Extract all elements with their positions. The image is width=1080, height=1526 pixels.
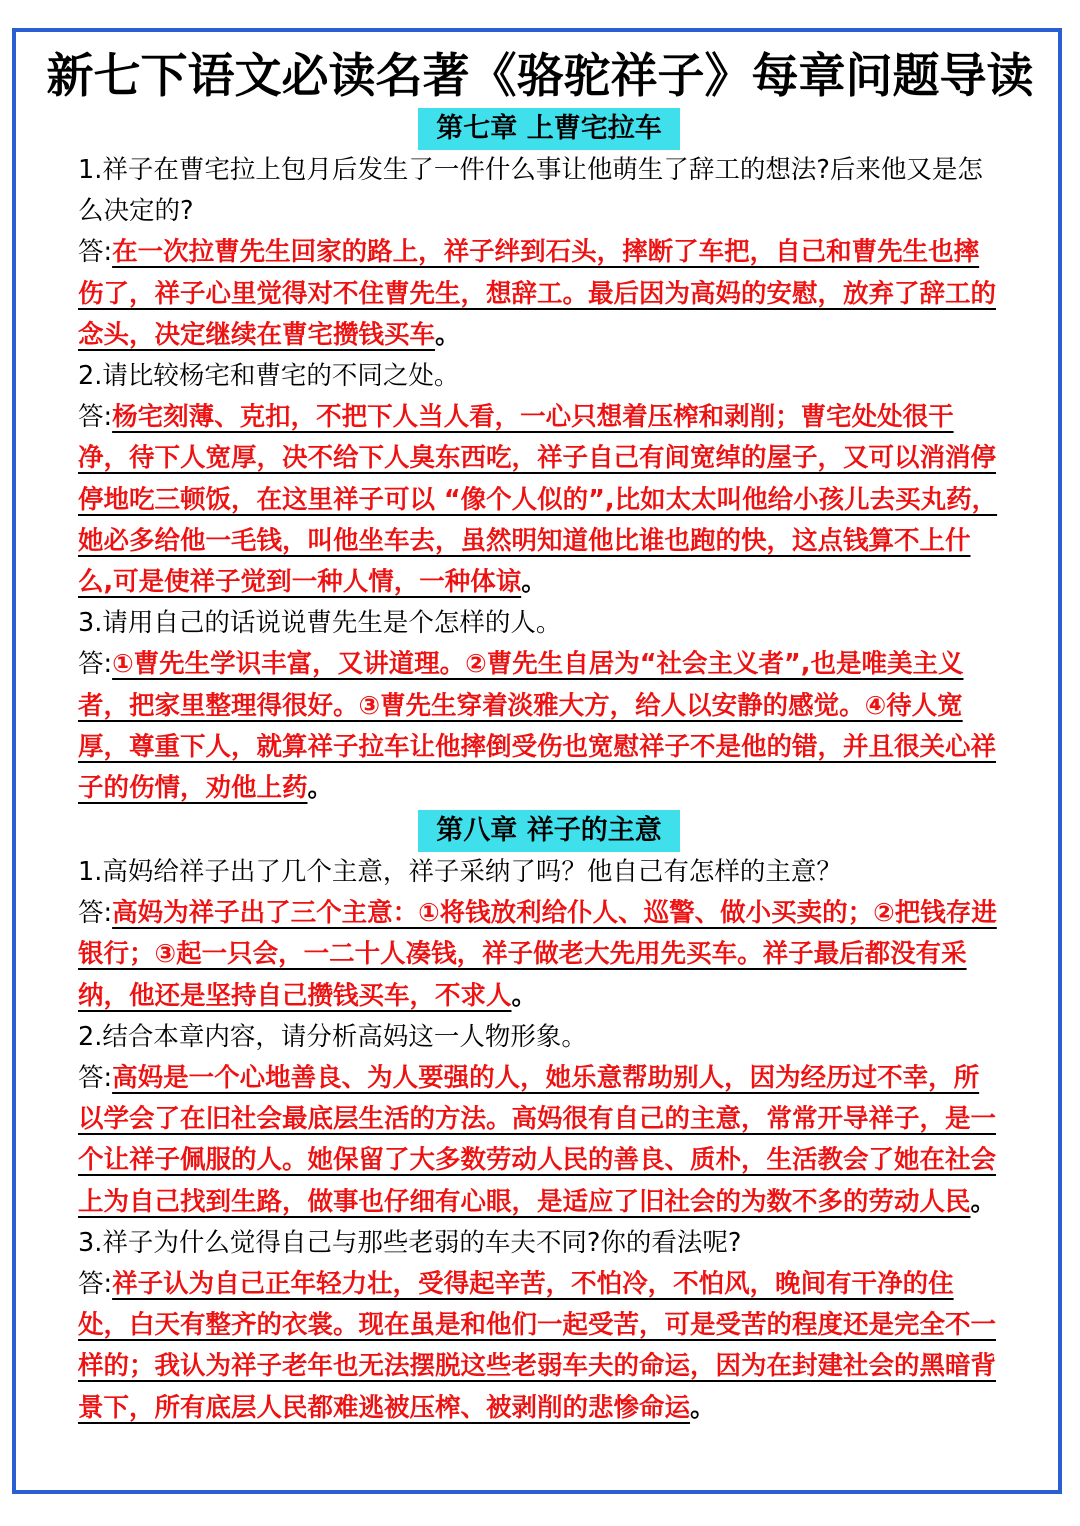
page-title: 新七下语文必读名著《骆驼祥子》每章问题导读 [46, 49, 1034, 104]
answer-label: 答: [78, 237, 113, 268]
question-7-2: 2.请比较杨宅和曹宅的不同之处。 [78, 361, 460, 392]
answer-label: 答: [78, 1063, 113, 1094]
question-8-3: 3.祥子为什么觉得自己与那些老弱的车夫不同?你的看法呢? [78, 1227, 742, 1258]
answer-end: 。 [970, 1186, 997, 1217]
answer-label: 答: [78, 898, 113, 929]
answer-text: 杨宅刻薄、克扣，不把下人当人看，一心只想着压榨和剥削；曹宅处处很干净，待下人宽厚，决不给下人臭东西吃，祥子自己有间宽绰的屋子，又可以消消停停地吃三顿饭，在这里祥子可以 “像个人似的”,比如太太叫他给小孩儿去买丸药，她必多给他一毛钱，叫他坐车去，虽然明知道他比谁也跑的快，这点钱算不上什么,可是使祥子觉到一种人情，一种体谅 [78, 402, 998, 598]
answer-end: 。 [435, 319, 461, 350]
answer-7-1 [78, 232, 1004, 356]
answer-label: 答: [78, 1269, 113, 1300]
answer-7-3 [78, 644, 1004, 809]
chapter-7-content [78, 150, 1004, 809]
chapter-8-content [78, 852, 1004, 1429]
answer-8-2 [78, 1058, 1004, 1223]
question-7-1: 1.祥子在曹宅拉上包月后发生了一件什么事让他萌生了辞工的想法?后来他又是怎么决定的? [78, 155, 983, 227]
answer-7-2 [78, 397, 1004, 603]
answer-end: 。 [307, 773, 334, 804]
answer-8-3 [78, 1264, 1004, 1429]
chapter-heading-8: 第八章 祥子的主意 [418, 810, 680, 852]
answer-end: 。 [521, 567, 547, 598]
question-7-3: 3.请用自己的话说说曹先生是个怎样的人。 [78, 608, 562, 639]
answer-text: 高妈为祥子出了三个主意：①将钱放利给仆人、巡警、做小买卖的；②把钱存进银行；③起一只会，一二十人凑钱，祥子做老大先用先买车。祥子最后都没有采纳，他还是坚持自己攒钱买车，不求人 [78, 898, 997, 1011]
answer-text: 在一次拉曹先生回家的路上，祥子绊到石头，摔断了车把，自己和曹先生也摔伤了，祥子心里觉得对不住曹先生，想辞工。最后因为高妈的安慰，放弃了辞工的念头，决定继续在曹宅攒钱买车 [78, 237, 997, 350]
answer-end: 。 [690, 1392, 716, 1423]
answer-text: ①曹先生学识丰富，又讲道理。②曹先生自居为“社会主义者”,也是唯美主义者，把家里整理得很好。③曹先生穿着淡雅大方，给人以安静的感觉。④待人宽厚，尊重下人，就算祥子拉车让他摔倒受伤也宽慰祥子不是他的错，并且很关心祥子的伤情，劝他上药 [78, 649, 997, 804]
answer-label: 答: [78, 649, 113, 680]
question-8-1: 1.高妈给祥子出了几个主意，祥子采纳了吗？他自己有怎样的主意？ [78, 857, 842, 887]
chapter-heading-7: 第七章 上曹宅拉车 [418, 108, 680, 150]
answer-end: 。 [511, 980, 538, 1011]
answer-label: 答: [78, 402, 113, 433]
answer-text: 高妈是一个心地善良、为人要强的人，她乐意帮助别人，因为经历过不幸，所以学会了在旧社会最底层生活的方法。高妈很有自己的主意，常常开导祥子，是一个让祥子佩服的人。她保留了大多数劳动人民的善良、质朴，生活教会了她在社会上为自己找到生路，做事也仔细有心眼，是适应了旧社会的为数不多的劳动人民 [78, 1063, 997, 1217]
question-8-2: 2.结合本章内容，请分析高妈这一人物形象。 [78, 1021, 587, 1052]
answer-8-1 [78, 893, 1004, 1017]
answer-text: 祥子认为自己正年轻力壮，受得起辛苦，不怕冷，不怕风，晚间有干净的住处，白天有整齐的衣裳。现在虽是和他们一起受苦，可是受苦的程度还是完全不一样的；我认为祥子老年也无法摆脱这些老弱车夫的命运，因为在封建社会的黑暗背景下，所有底层人民都难逃被压榨、被剥削的悲惨命运 [78, 1269, 997, 1423]
